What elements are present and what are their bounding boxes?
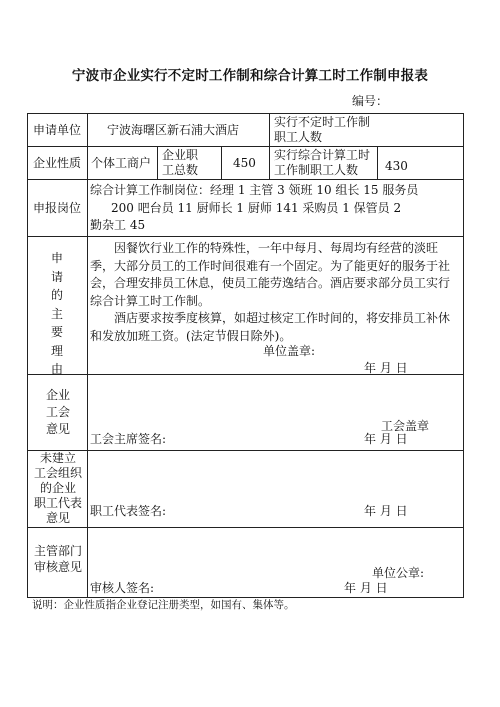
posts-label: 申报岗位 — [33, 201, 82, 215]
row-divider — [27, 179, 464, 180]
reason-label-char: 的 — [50, 288, 63, 302]
nature-label: 企业性质 — [33, 156, 82, 170]
posts-line1: 综合计算工作制岗位：经理 1 主管 3 领班 10 组长 15 服务员 — [90, 183, 419, 197]
union-chair-sign: 工会主席签名: — [90, 432, 167, 446]
no-union-label-line: 工会组织 — [33, 466, 82, 480]
unit-seal-label: 单位盖章: — [263, 344, 316, 358]
reason-paragraph-2: 酒店要求按季度核算，如超过核定工作时间的，将安排员工补休和发放加班工资。(法定节假日除外)。 — [90, 311, 451, 343]
dept-label — [30, 543, 86, 575]
footnote: 说明：企业性质指企业登记注册类型，如国有、集体等。 — [32, 599, 295, 611]
reason-label-char: 申 — [50, 251, 63, 265]
form-title: 宁波市企业实行不定时工作制和综合计算工时工作制申报表 — [71, 68, 429, 84]
dept-label-line: 审核意见 — [33, 560, 82, 574]
unit-official-seal: 单位公章: — [372, 566, 425, 580]
no-union-label-line: 职工代表 — [33, 496, 82, 510]
union-label-line: 意见 — [45, 422, 70, 436]
union-date: 年 月 日 — [364, 432, 408, 446]
row-divider — [27, 236, 464, 237]
number-label: 编号： — [352, 94, 389, 108]
staff-label-line1: 企业职 — [162, 148, 199, 162]
table-border-top — [27, 113, 464, 114]
comp-value: 430 — [385, 159, 408, 173]
reviewer-sign: 审核人签名: — [90, 581, 155, 595]
rep-sign: 职工代表签名: — [90, 504, 167, 518]
comp-label-line2: 工作制职工人数 — [274, 163, 359, 177]
column-divider — [377, 146, 378, 179]
rep-date: 年 月 日 — [364, 504, 408, 518]
reason-label-char: 由 — [50, 362, 63, 376]
staff-value: 450 — [233, 156, 256, 170]
reason-label-char: 请 — [50, 269, 63, 284]
no-union-label-line: 未建立 — [39, 451, 76, 465]
application-form-table — [27, 113, 464, 598]
reason-date: 年 月 日 — [364, 361, 408, 375]
union-seal-label: 工会盖章 — [381, 419, 430, 433]
applicant-value: 宁波海曙区新石浦大酒店 — [107, 123, 240, 137]
column-divider — [157, 146, 158, 179]
nonfixed-label-line1: 实行不定时工作制 — [274, 115, 371, 129]
union-label-line: 企业 — [45, 388, 70, 402]
row-divider — [27, 450, 464, 451]
reason-label — [47, 249, 67, 379]
no-union-label — [29, 451, 87, 526]
applicant-label: 申请单位 — [33, 123, 82, 137]
posts-line2: 200 吧台员 11 厨师长 1 厨师 141 采购员 1 保管员 2 — [111, 201, 402, 215]
reason-paragraph-1: 因餐饮行业工作的特殊性，一年中每月、每周均有经营的淡旺季，大部分员工的工作时间很难有一个固定。为了能更好的服务于社会，合理安排员工休息，使员工能劳逸结合。酒店要求部分员工实行综合计算工时工作制。 — [90, 241, 451, 308]
union-label — [41, 387, 75, 438]
dept-date: 年 月 日 — [344, 581, 388, 595]
reason-label-char: 主 — [50, 306, 63, 321]
row-divider — [27, 527, 464, 528]
dept-label-line: 主管部门 — [33, 544, 82, 558]
posts-line3: 勤杂工 45 — [90, 218, 146, 232]
staff-label-line2: 工总数 — [162, 163, 199, 177]
nonfixed-label-line2: 职工人数 — [274, 130, 323, 144]
no-union-label-line: 的企业 — [39, 481, 76, 495]
nature-value: 个体工商户 — [91, 156, 152, 170]
row-divider — [27, 146, 464, 147]
reason-label-char: 理 — [50, 343, 63, 358]
comp-label-line1: 实行综合计算工时 — [274, 148, 371, 162]
union-label-line: 工会 — [45, 405, 70, 419]
label-column-divider — [87, 113, 88, 598]
column-divider — [269, 113, 270, 179]
column-divider — [221, 146, 222, 179]
table-border-left — [27, 113, 28, 598]
table-border-right — [463, 113, 464, 598]
no-union-label-line: 意见 — [45, 511, 70, 525]
reason-label-char: 要 — [50, 325, 63, 339]
